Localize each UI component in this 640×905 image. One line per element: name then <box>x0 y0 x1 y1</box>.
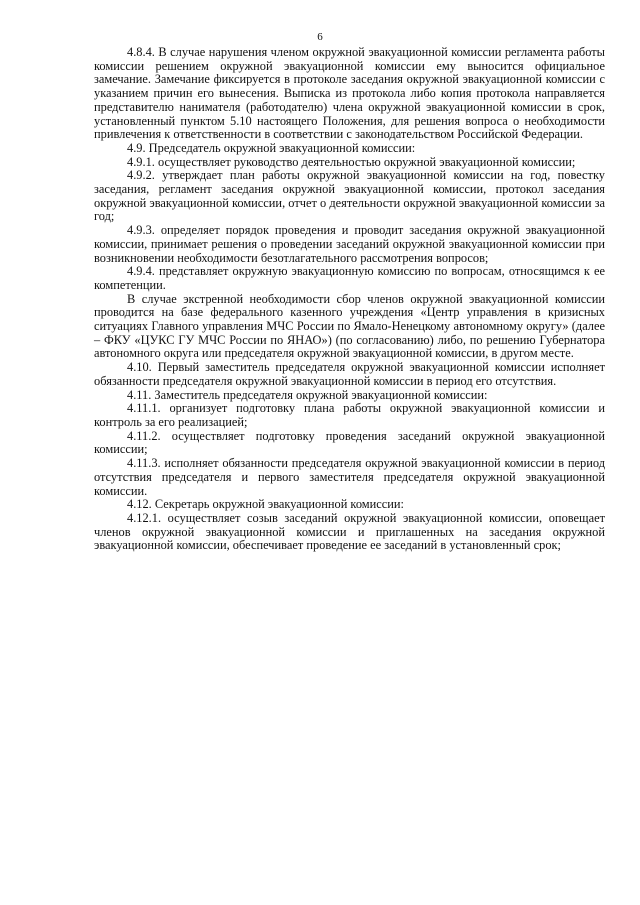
paragraph-4-12-1: 4.12.1. осуществляет созыв заседаний окружной эвакуационной комиссии, оповещает членов окружной эвакуационной комиссии и приглашенных на заседания окружной эвакуационной комиссии, обеспечивает проведение ее заседаний в установленный срок; <box>94 510 605 553</box>
paragraph-4-9-1: 4.9.1. осуществляет руководство деятельностью окружной эвакуационной комиссии; <box>127 154 576 169</box>
page-number: 6 <box>317 31 323 43</box>
paragraph-4-10: 4.10. Первый заместитель председателя окружной эвакуационной комиссии исполняет обязанности председателя окружной эвакуационной комиссии в период его отсутствия. <box>94 360 605 388</box>
paragraph-4-9-4: 4.9.4. представляет окружную эвакуационную комиссию по вопросам, относящимся к ее компетенции. <box>94 264 605 292</box>
paragraph-emergency: В случае экстренной необходимости сбор членов окружной эвакуационной комиссии проводится на базе федерального казенного учреждения «Центр управления в кризисных ситуациях Главного управления МЧС России по Ямало-Ненецкому автономному округу» (далее – ФКУ «ЦУКС ГУ МЧС России по ЯНАО») (по согласованию) либо, по решению Губернатора автономного округа или председателя окружной эвакуационной комиссии, в другом месте. <box>94 291 605 361</box>
paragraph-4-9-3: 4.9.3. определяет порядок проведения и проводит заседания окружной эвакуационной комиссии, принимает решения о проведении заседаний окружной эвакуационной комиссии при возникновении необходимости безотлагательного рассмотрения вопросов; <box>94 223 605 265</box>
paragraph-4-12: 4.12. Секретарь окружной эвакуационной комиссии: <box>127 497 404 512</box>
document-body <box>94 46 605 553</box>
paragraph-4-11-1: 4.11.1. организует подготовку плана работы окружной эвакуационной комиссии и контроль за его реализацией; <box>94 401 605 429</box>
paragraph-4-11-2: 4.11.2. осуществляет подготовку проведения заседаний окружной эвакуационной комиссии; <box>94 428 605 457</box>
paragraph-4-9-2: 4.9.2. утверждает план работы окружной эвакуационной комиссии на год, повестку заседания, регламент заседания окружной эвакуационной комиссии, протокол заседания окружной эвакуационной комиссии, отчет о деятельности окружной эвакуационной комиссии за год; <box>94 168 605 224</box>
paragraph-4-11-3: 4.11.3. исполняет обязанности председателя окружной эвакуационной комиссии в период отсутствия председателя и первого заместителя председателя окружной эвакуационной комиссии. <box>94 456 605 498</box>
paragraph-4-11: 4.11. Заместитель председателя окружной эвакуационной комиссии: <box>127 387 488 402</box>
paragraph-4-8-4: 4.8.4. В случае нарушения членом окружной эвакуационной комиссии регламента работы комиссии решением окружной эвакуационной комиссии ему выносится официальное замечание. Замечание фиксируется в протоколе заседания окружной эвакуационной комиссии с указанием причин его вынесения. Выписка из протокола либо копия протокола направляется представителю нанимателя (работодателю) члена окружной эвакуационной комиссии в срок, установленный пунктом 5.10 настоящего Положения, для решения вопроса о необходимости привлечения к ответственности в соответствии с законодательством Российской Федерации. <box>94 45 605 142</box>
paragraph-4-9: 4.9. Председатель окружной эвакуационной комиссии: <box>127 140 416 155</box>
